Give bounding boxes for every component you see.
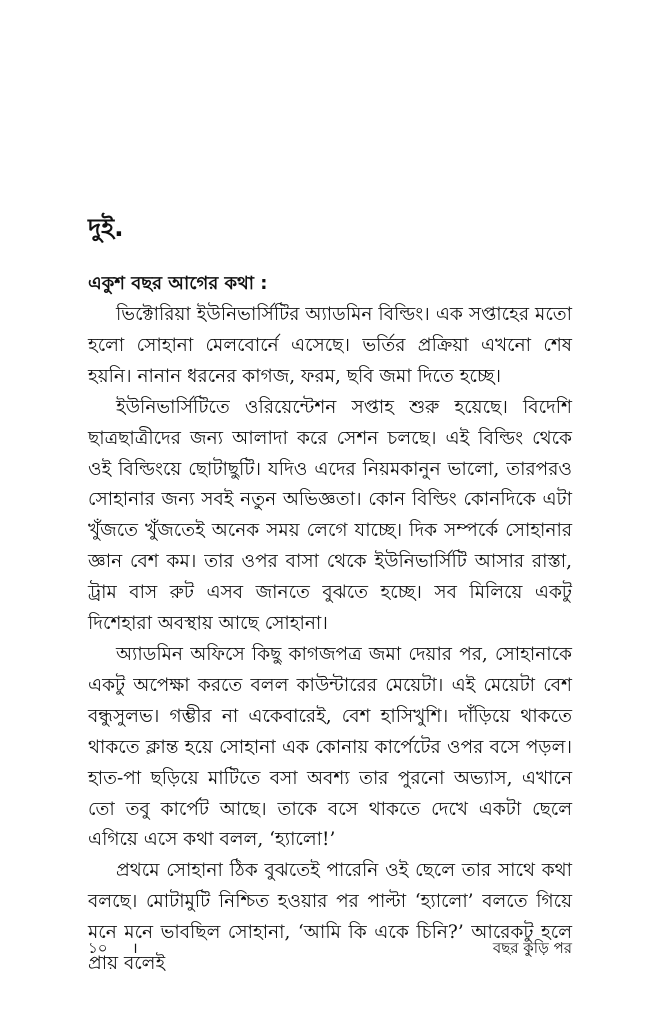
body-text <box>88 300 572 980</box>
chapter-heading: দুই. <box>88 213 124 242</box>
paragraph: প্রথমে সোহানা ঠিক বুঝতেই পারেনি ওই ছেলে তার সাথে কথা বলছে। মোটামুটি নিশ্চিত হওয়ার পর পাল্টা ‘হ্যালো’ বলতে গিয়ে মনে মনে ভাবছিল সোহানা, ‘আমি কি একে চিনি?’ আরেকটু হলে প্রায় বলেই <box>88 860 572 975</box>
footer-divider: । <box>132 939 138 957</box>
running-title: বছর কুড়ি পর <box>492 939 572 957</box>
paragraph: ভিক্টোরিয়া ইউনিভার্সিটির অ্যাডমিন বিল্ডিং। এক সপ্তাহের মতো হলো সোহানা মেলবোর্নে এসেছে। ভর্তির প্রক্রিয়া এখনো শেষ হয়নি। নানান ধরনের কাগজ, ফরম, ছবি জমা দিতে হচ্ছে। <box>88 304 572 387</box>
paragraph: ইউনিভার্সিটিতে ওরিয়েন্টেশন সপ্তাহ শুরু হয়েছে। বিদেশি ছাত্রছাত্রীদের জন্য আলাদা করে সেশন চলছে। এই বিল্ডিং থেকে ওই বিল্ডিংয়ে ছোটাছুটি। যদিও এদের নিয়মকানুন ভালো, তারপরও সোহানার জন্য সবই নতুন অভিজ্ঞতা। কোন বিল্ডিং কোনদিকে এটা খুঁজতে খুঁজতেই অনেক সময় লেগে যাচ্ছে। দিক সম্পর্কে সোহানার জ্ঞান বেশ কম। তার ওপর বাসা থেকে ইউনিভার্সিটি আসার রাস্তা, ট্রাম বাস রুট এসব জানতে বুঝতে হচ্ছে। সব মিলিয়ে একটু দিশেহারা অবস্থায় আছে সোহানা। <box>88 396 572 635</box>
page-number: ১০ <box>88 939 108 957</box>
paragraph: অ্যাডমিন অফিসে কিছু কাগজপত্র জমা দেয়ার পর, সোহানাকে একটু অপেক্ষা করতে বলল কাউন্টারের মেয়েটা। এই মেয়েটা বেশ বন্ধুসুলভ। গম্ভীর না একেবারেই, বেশ হাসিখুশি। দাঁড়িয়ে থাকতে থাকতে ক্লান্ত হয়ে সোহানা এক কোনায় কার্পেটের ওপর বসে পড়ল। হাত-পা ছড়িয়ে মাটিতে বসা অবশ্য তার পুরনো অভ্যাস, এখানে তো তবু কার্পেট আছে। তাকে বসে থাকতে দেখে একটা ছেলে এগিয়ে এসে কথা বলল, ‘হ্যালো!’ <box>88 643 572 851</box>
page-footer <box>88 936 572 960</box>
section-subheading: একুশ বছর আগের কথা : <box>88 273 268 294</box>
